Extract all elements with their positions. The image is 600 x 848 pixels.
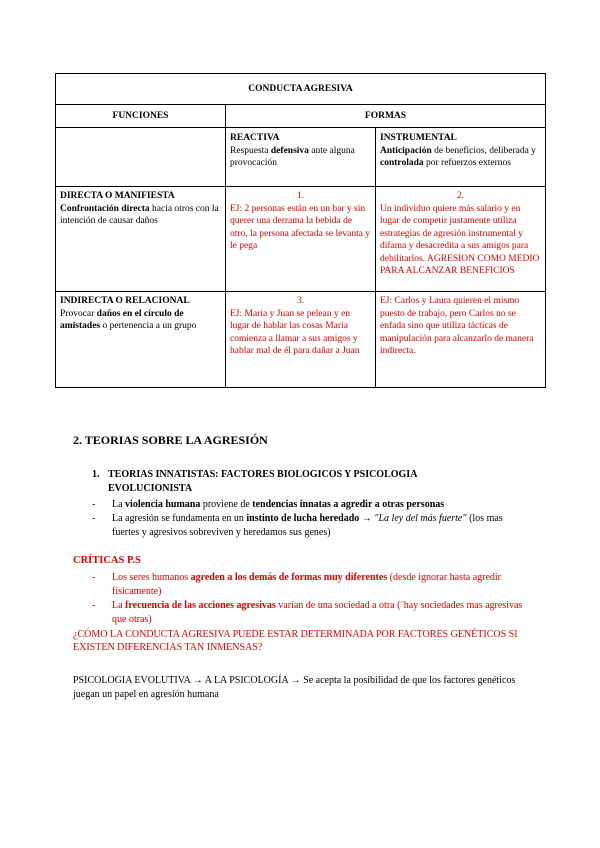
text-segment: La bbox=[112, 600, 126, 611]
directa-reactiva-example: EJ: 2 personas están en un bar y sin querer una derrama la bebida de otro, la persona afectada se levanta y le pega bbox=[230, 203, 371, 251]
criticas-heading: CRÍTICAS P.S bbox=[73, 555, 141, 566]
bold-segment: agreden a los demás de formas muy diferentes bbox=[190, 572, 388, 583]
text-segment: A LA PSICOLOGÍA bbox=[204, 675, 289, 686]
text-segment: proviene de bbox=[200, 499, 253, 510]
reactiva-desc-pre: Respuesta bbox=[230, 145, 271, 156]
instrumental-b1: Anticipación bbox=[380, 145, 432, 156]
bold-segment: instinto de lucha heredado bbox=[246, 513, 360, 524]
directa-title: DIRECTA O MANIFIESTA bbox=[60, 191, 175, 201]
text-segment: varían de una sociedad a otra (¨hay sociedades mas agresivas que otras) bbox=[112, 600, 523, 625]
indirecta-desc-bold: daños en el círculo de amistades bbox=[60, 308, 184, 331]
criticas-list bbox=[92, 571, 532, 627]
instrumental-t2: por refuerzos externos bbox=[423, 158, 511, 168]
instrumental-title: INSTRUMENTAL bbox=[380, 133, 457, 143]
list-item bbox=[92, 498, 532, 512]
italic-segment: "La ley del más fuerte" bbox=[374, 513, 467, 524]
indirecta-reactiva-number: 3. bbox=[296, 296, 305, 306]
directa-instrumental-cell bbox=[376, 187, 546, 292]
text-segment: Se acepta la posibilidad de que los factores genéticos juegan un papel en agresión humana bbox=[73, 675, 516, 700]
reactiva-title: REACTIVA bbox=[230, 133, 280, 143]
header-formas: FORMAS bbox=[226, 105, 546, 128]
innatistas-list bbox=[92, 498, 532, 540]
arrow-segment: → bbox=[359, 513, 375, 524]
evolutiva-paragraph bbox=[73, 674, 543, 702]
indirecta-reactiva-example: EJ: Maria y Juan se pelean y en lugar de hablar las cosas Maria comienza a llamar a sus amigos y hablar mal de él para dañar a Juan bbox=[230, 308, 360, 356]
bold-segment: tendencias innatas a agredir a otras personas bbox=[252, 499, 445, 510]
directa-desc-bold: Confrontación directa bbox=[60, 203, 150, 214]
indirecta-reactiva-cell bbox=[226, 292, 376, 388]
list-item bbox=[92, 599, 532, 627]
empty-cell bbox=[56, 128, 226, 187]
instrumental-b2: controlada bbox=[380, 158, 424, 168]
bold-segment: frecuencia de las acciones agresivas bbox=[125, 600, 276, 611]
subsection-number: 1. bbox=[92, 469, 100, 480]
section-title: 2. TEORIAS SOBRE LA AGRESIÓN bbox=[73, 433, 268, 447]
arrow-segment: → bbox=[190, 675, 205, 686]
directa-reactiva-number: 1. bbox=[296, 191, 305, 201]
directa-cell bbox=[56, 187, 226, 292]
reactiva-desc-bold: defensiva bbox=[270, 145, 309, 156]
dash-bullet: - bbox=[92, 513, 96, 524]
text-segment: La agresión se fundamenta en un bbox=[112, 513, 247, 524]
indirecta-desc-post: o pertenencia a un grupo bbox=[100, 321, 197, 331]
header-funciones: FUNCIONES bbox=[56, 105, 226, 128]
text-segment: (los mas fuertes y agresivos sobreviven y heredamos sus genes) bbox=[112, 513, 503, 538]
dash-bullet: - bbox=[92, 600, 96, 611]
text-segment: (desde ignorar hasta agredir físicamente) bbox=[112, 572, 502, 597]
instrumental-t1: de beneficios, deliberada y bbox=[431, 145, 536, 156]
directa-instrumental-number: 2. bbox=[456, 191, 465, 201]
subsection-heading bbox=[92, 468, 492, 496]
bold-segment: violencia humana bbox=[125, 499, 201, 510]
directa-instrumental-example: Un individuo quiere más salario y en lugar de competir justamente utiliza estrategias de agresión instrumental y difama y desacredita a sus amigos para debilitarlos. AGRESION COMO MEDIO PARA ALCANZAR BENEFICIOS bbox=[380, 203, 540, 276]
indirecta-instrumental-cell bbox=[376, 292, 546, 388]
dash-bullet: - bbox=[92, 572, 96, 583]
text-segment: Los seres humanos bbox=[112, 572, 191, 583]
table-title: CONDUCTA AGRESIVA bbox=[56, 74, 546, 105]
question-text: ¿CÓMO LA CONDUCTA AGRESIVA PUEDE ESTAR DETERMINADA POR FACTORES GENÉTICOS SI EXISTEN DIFERENCIAS TAN INMENSAS? bbox=[73, 629, 518, 653]
indirecta-desc-pre: Provocar bbox=[60, 308, 97, 319]
reactiva-desc-post: ante alguna provocación bbox=[230, 145, 355, 168]
text-segment: PSICOLOGIA EVOLUTIVA bbox=[73, 675, 191, 686]
reactiva-cell bbox=[226, 128, 376, 187]
indirecta-title: INDIRECTA O RELACIONAL bbox=[60, 296, 190, 306]
indirecta-cell bbox=[56, 292, 226, 388]
list-item bbox=[92, 571, 532, 599]
list-item bbox=[92, 512, 532, 540]
indirecta-instrumental-example: EJ: Carlos y Laura quieren el mismo puesto de trabajo, pero Carlos no se enfada sino que utiliza tácticas de manipulación para alcanzarlo de manera indirecta. bbox=[380, 296, 534, 356]
directa-desc-post: hacia otros con la intención de causar daños bbox=[60, 203, 219, 226]
subsection-line2: EVOLUCIONISTA bbox=[108, 483, 193, 494]
text-segment: La bbox=[112, 499, 126, 510]
conducta-agresiva-table bbox=[55, 73, 546, 388]
dash-bullet: - bbox=[92, 499, 96, 510]
arrow-segment: → bbox=[288, 675, 304, 686]
instrumental-cell bbox=[376, 128, 546, 187]
subsection-line1: TEORIAS INNATISTAS: FACTORES BIOLOGICOS Y PSICOLOGIA bbox=[108, 469, 418, 480]
directa-reactiva-cell bbox=[226, 187, 376, 292]
